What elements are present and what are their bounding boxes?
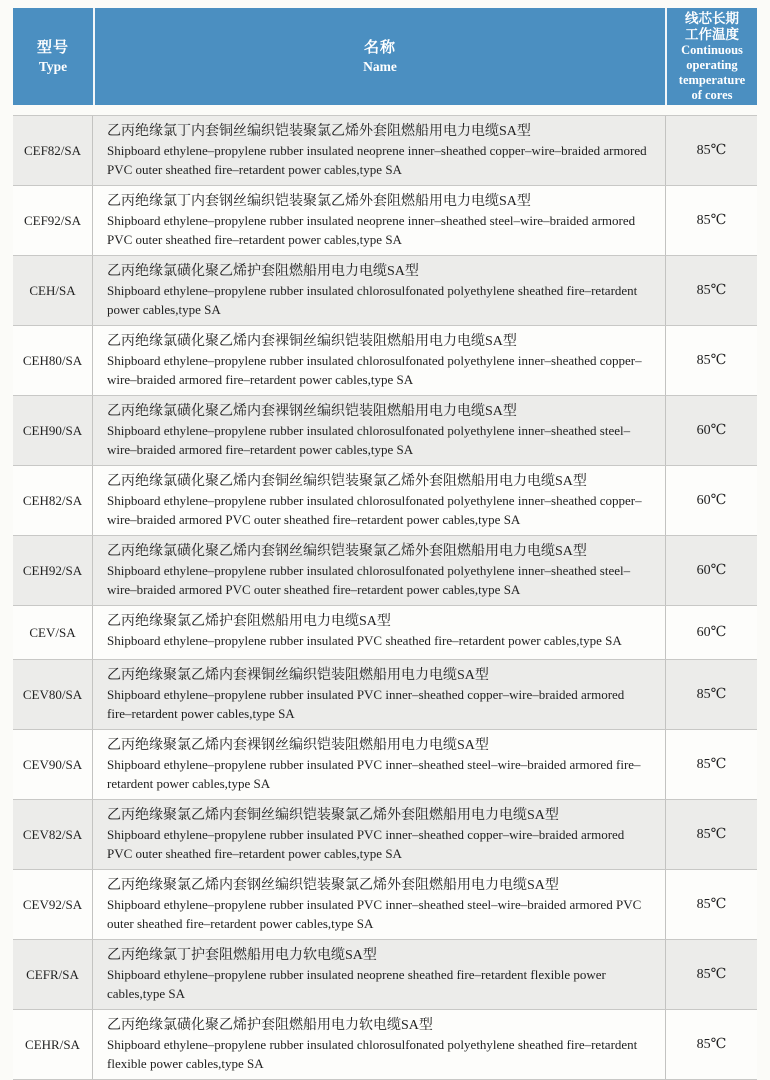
cable-name-english: Shipboard ethylene–propylene rubber insulated PVC inner–sheathed steel–wire–braided armored fire–retardent power cables,type SA [107,757,641,791]
cable-name [93,396,665,465]
header-name-column [93,8,665,105]
cable-name [93,1010,665,1079]
header-temp-en-line1: Continuous [681,42,743,57]
cable-name [93,870,665,939]
cable-name-chinese: 乙丙绝缘氯磺化聚乙烯内套钢丝编织铠装聚氯乙烯外套阻燃船用电力电缆SA型 [107,544,587,559]
header-temp-en-line3: temperature [678,72,746,87]
cable-operating-temperature: 85℃ [665,870,757,939]
header-temp-zh-line2: 工作温度 [685,26,739,42]
cable-type: CEHR/SA [13,1010,93,1079]
cable-name-chinese: 乙丙绝缘氯磺化聚乙烯护套阻燃船用电力电缆SA型 [107,264,419,279]
cable-name-chinese: 乙丙绝缘聚氯乙烯内套铜丝编织铠装聚氯乙烯外套阻燃船用电力电缆SA型 [107,808,559,823]
cable-name-chinese: 乙丙绝缘氯丁内套钢丝编织铠装聚氯乙烯外套阻燃船用电力电缆SA型 [107,194,531,209]
cable-type: CEH90/SA [13,396,93,465]
cable-type: CEV82/SA [13,800,93,869]
cable-name-chinese: 乙丙绝缘聚氯乙烯护套阻燃船用电力电缆SA型 [107,614,391,629]
cable-name [93,940,665,1009]
cable-operating-temperature: 60℃ [665,606,757,659]
cable-name-english: Shipboard ethylene–propylene rubber insulated neoprene sheathed fire–retardent flexible power cables,type SA [107,967,606,1001]
cable-name-english: Shipboard ethylene–propylene rubber insulated chlorosulfonated polyethylene sheathed fire–retardent flexible power cables,type SA [107,1037,638,1071]
table-row [13,800,757,870]
cable-name-english: Shipboard ethylene–propylene rubber insulated PVC sheathed fire–retardent power cables,type SA [107,633,622,648]
table-row [13,730,757,800]
header-temperature-column [665,8,757,105]
cable-name-chinese: 乙丙绝缘氯丁护套阻燃船用电力软电缆SA型 [107,948,377,963]
header-type-zh: 型号 [36,39,69,56]
table-row [13,116,757,186]
table-header [13,8,757,105]
header-type-en: Type [38,58,68,74]
cable-type: CEFR/SA [13,940,93,1009]
cable-name [93,536,665,605]
cable-name-english: Shipboard ethylene–propylene rubber insulated chlorosulfonated polyethylene inner–sheathed copper–wire–braided armored fire–retardent power cables,type SA [107,353,642,387]
cable-name-chinese: 乙丙绝缘氯丁内套铜丝编织铠装聚氯乙烯外套阻燃船用电力电缆SA型 [107,124,531,139]
cable-spec-table [13,8,757,1080]
cable-name-english: Shipboard ethylene–propylene rubber insulated chlorosulfonated polyethylene sheathed fire–retardent power cables,type SA [107,283,638,317]
cable-name-chinese: 乙丙绝缘氯磺化聚乙烯护套阻燃船用电力软电缆SA型 [107,1018,433,1033]
cable-operating-temperature: 60℃ [665,466,757,535]
table-row [13,326,757,396]
cable-name-english: Shipboard ethylene–propylene rubber insulated chlorosulfonated polyethylene inner–sheathed steel–wire–braided armored fire–retardent power cables,type SA [107,423,631,457]
cable-operating-temperature: 85℃ [665,326,757,395]
cable-type: CEV80/SA [13,660,93,729]
table-row [13,186,757,256]
cable-type: CEH/SA [13,256,93,325]
cable-name-english: Shipboard ethylene–propylene rubber insulated PVC inner–sheathed steel–wire–braided armored PVC outer sheathed fire–retardent power cables,type SA [107,897,642,931]
cable-operating-temperature: 85℃ [665,800,757,869]
cable-name-english: Shipboard ethylene–propylene rubber insulated PVC inner–sheathed copper–wire–braided armored PVC outer sheathed fire–retardent power cables,type SA [107,827,625,861]
cable-type: CEF92/SA [13,186,93,255]
cable-operating-temperature: 85℃ [665,186,757,255]
cable-name-english: Shipboard ethylene–propylene rubber insulated chlorosulfonated polyethylene inner–sheathed copper–wire–braided armored PVC outer sheathed fire–retardent power cables,type SA [107,493,642,527]
header-name-zh: 名称 [363,39,396,56]
cable-name [93,186,665,255]
cable-name [93,730,665,799]
cable-name [93,466,665,535]
table-row [13,660,757,730]
cable-type: CEV92/SA [13,870,93,939]
cable-name-chinese: 乙丙绝缘氯磺化聚乙烯内套铜丝编织铠装聚氯乙烯外套阻燃船用电力电缆SA型 [107,474,587,489]
table-row [13,536,757,606]
table-row [13,396,757,466]
cable-type: CEH82/SA [13,466,93,535]
cable-operating-temperature: 85℃ [665,730,757,799]
cable-name-english: Shipboard ethylene–propylene rubber insulated neoprene inner–sheathed copper–wire–braided armored PVC outer sheathed fire–retardent power cables,type SA [107,143,647,177]
cable-name-english: Shipboard ethylene–propylene rubber insulated neoprene inner–sheathed steel–wire–braided armored PVC outer sheathed fire–retardent power cables,type SA [107,213,636,247]
cable-name [93,800,665,869]
cable-operating-temperature: 85℃ [665,1010,757,1079]
table-body [13,115,757,1080]
table-row [13,1010,757,1080]
cable-name [93,326,665,395]
cable-operating-temperature: 85℃ [665,940,757,1009]
cable-type: CEF82/SA [13,116,93,185]
cable-operating-temperature: 60℃ [665,396,757,465]
cable-type: CEH80/SA [13,326,93,395]
cable-operating-temperature: 85℃ [665,660,757,729]
table-row [13,606,757,660]
cable-operating-temperature: 60℃ [665,536,757,605]
header-temp-en-line4: of cores [691,87,733,102]
cable-type: CEH92/SA [13,536,93,605]
cable-name-english: Shipboard ethylene–propylene rubber insulated chlorosulfonated polyethylene inner–sheathed steel–wire–braided armored PVC outer sheathed fire–retardent power cables,type SA [107,563,631,597]
cable-name [93,660,665,729]
cable-name-chinese: 乙丙绝缘氯磺化聚乙烯内套裸铜丝编织铠装阻燃船用电力电缆SA型 [107,334,517,349]
table-row [13,870,757,940]
header-temp-en-line2: operating [686,57,738,72]
table-row [13,256,757,326]
cable-name [93,116,665,185]
cable-operating-temperature: 85℃ [665,256,757,325]
cable-operating-temperature: 85℃ [665,116,757,185]
cable-name [93,606,665,659]
header-temp-zh-line1: 线芯长期 [685,10,739,26]
table-row [13,466,757,536]
cable-name-chinese: 乙丙绝缘氯磺化聚乙烯内套裸钢丝编织铠装阻燃船用电力电缆SA型 [107,404,517,419]
header-name-en: Name [363,58,397,74]
cable-name [93,256,665,325]
cable-type: CEV/SA [13,606,93,659]
cable-name-english: Shipboard ethylene–propylene rubber insulated PVC inner–sheathed copper–wire–braided armored fire–retardent power cables,type SA [107,687,625,721]
cable-name-chinese: 乙丙绝缘聚氯乙烯内套裸铜丝编织铠装阻燃船用电力电缆SA型 [107,668,489,683]
table-row [13,940,757,1010]
cable-type: CEV90/SA [13,730,93,799]
header-type-column [13,8,93,105]
cable-name-chinese: 乙丙绝缘聚氯乙烯内套裸钢丝编织铠装阻燃船用电力电缆SA型 [107,738,489,753]
cable-name-chinese: 乙丙绝缘聚氯乙烯内套钢丝编织铠装聚氯乙烯外套阻燃船用电力电缆SA型 [107,878,559,893]
